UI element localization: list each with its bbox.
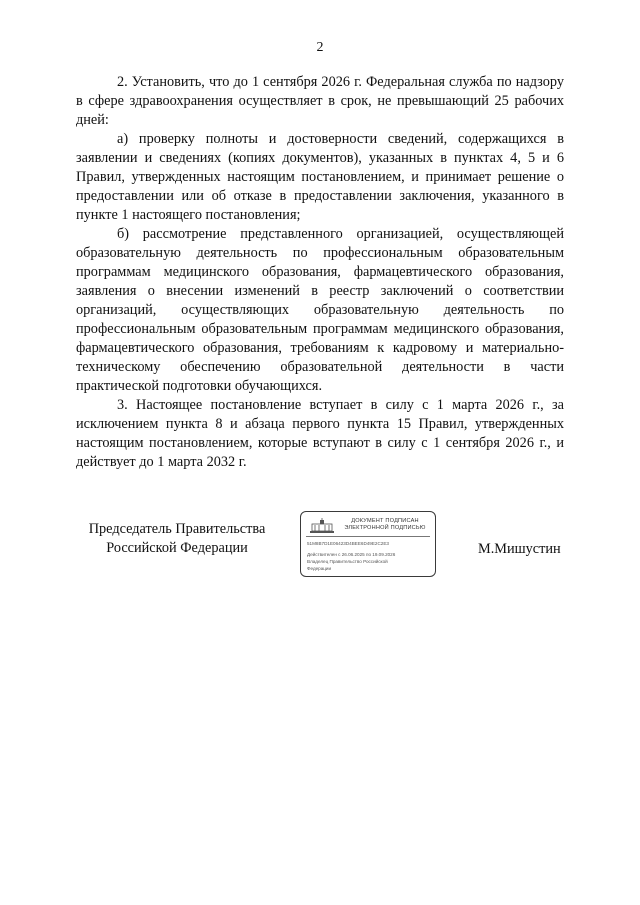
paragraph-subclause-a: а) проверку полноты и достоверности сведений, содержащихся в заявлении и сведениях (копиях документов), указанных в пунктах 4, 5 и 6 Правил, утвержденных настоящим постановлением, и принимает решение о предоставлении или об отказе в предоставлении заключения, указанного в пункте 1 настоящего постановления;	[76, 131, 564, 223]
stamp-owner-line-2: Федерации	[307, 566, 332, 571]
stamp-certificate: 51M8B7D1Е06423D4BEE6D49Е2C2E3	[307, 541, 389, 546]
electronic-signature-stamp	[300, 511, 436, 577]
stamp-title-line-2: ЭЛЕКТРОННОЙ ПОДПИСЬЮ	[344, 525, 426, 531]
stamp-title-line-1: ДОКУМЕНТ ПОДПИСАН	[351, 518, 419, 524]
stamp-title	[337, 518, 433, 532]
signatory-title	[77, 520, 277, 558]
stamp-owner-line-1: Владелец Правительство Российской	[307, 559, 388, 564]
paragraph-subclause-b: б) рассмотрение представленного организацией, осуществляющей образовательную деятельность по профессиональным образовательным программам медицинского образования, фармацевтического образования, заявления о внесении изменений в реестр заключений о соответствии организаций, осуществляющих образовательную деятельность по профессиональным образовательным программам медицинского образования, фармацевтического образования, требованиям к кадровому и материально-техническому обеспечению образовательной деятельности в части практической подготовки обучающихся.	[76, 226, 564, 394]
document-body	[76, 73, 564, 472]
paragraph-clause-2: 2. Установить, что до 1 сентября 2026 г. Федеральная служба по надзору в сфере здравоохранения осуществляет в срок, не превышающий 25 рабочих дней:	[76, 74, 564, 128]
stamp-validity: Действителен с 26.06.2025 по 19.09.2026	[307, 552, 396, 557]
stamp-divider	[306, 536, 430, 537]
government-building-icon	[307, 518, 337, 534]
signature-block	[0, 508, 640, 588]
signatory-title-line-1: Председатель Правительства	[88, 521, 266, 537]
paragraph-clause-3: 3. Настоящее постановление вступает в силу с 1 марта 2026 г., за исключением пункта 8 и абзаца первого пункта 15 Правил, утвержденных настоящим постановлением, которые вступают в силу с 1 сентября 2026 г., и действует до 1 марта 2032 г.	[76, 397, 564, 470]
page-number: 2	[316, 40, 324, 55]
signatory-name: М.Мишустин	[478, 541, 561, 557]
signatory-title-line-2: Российской Федерации	[106, 540, 248, 556]
